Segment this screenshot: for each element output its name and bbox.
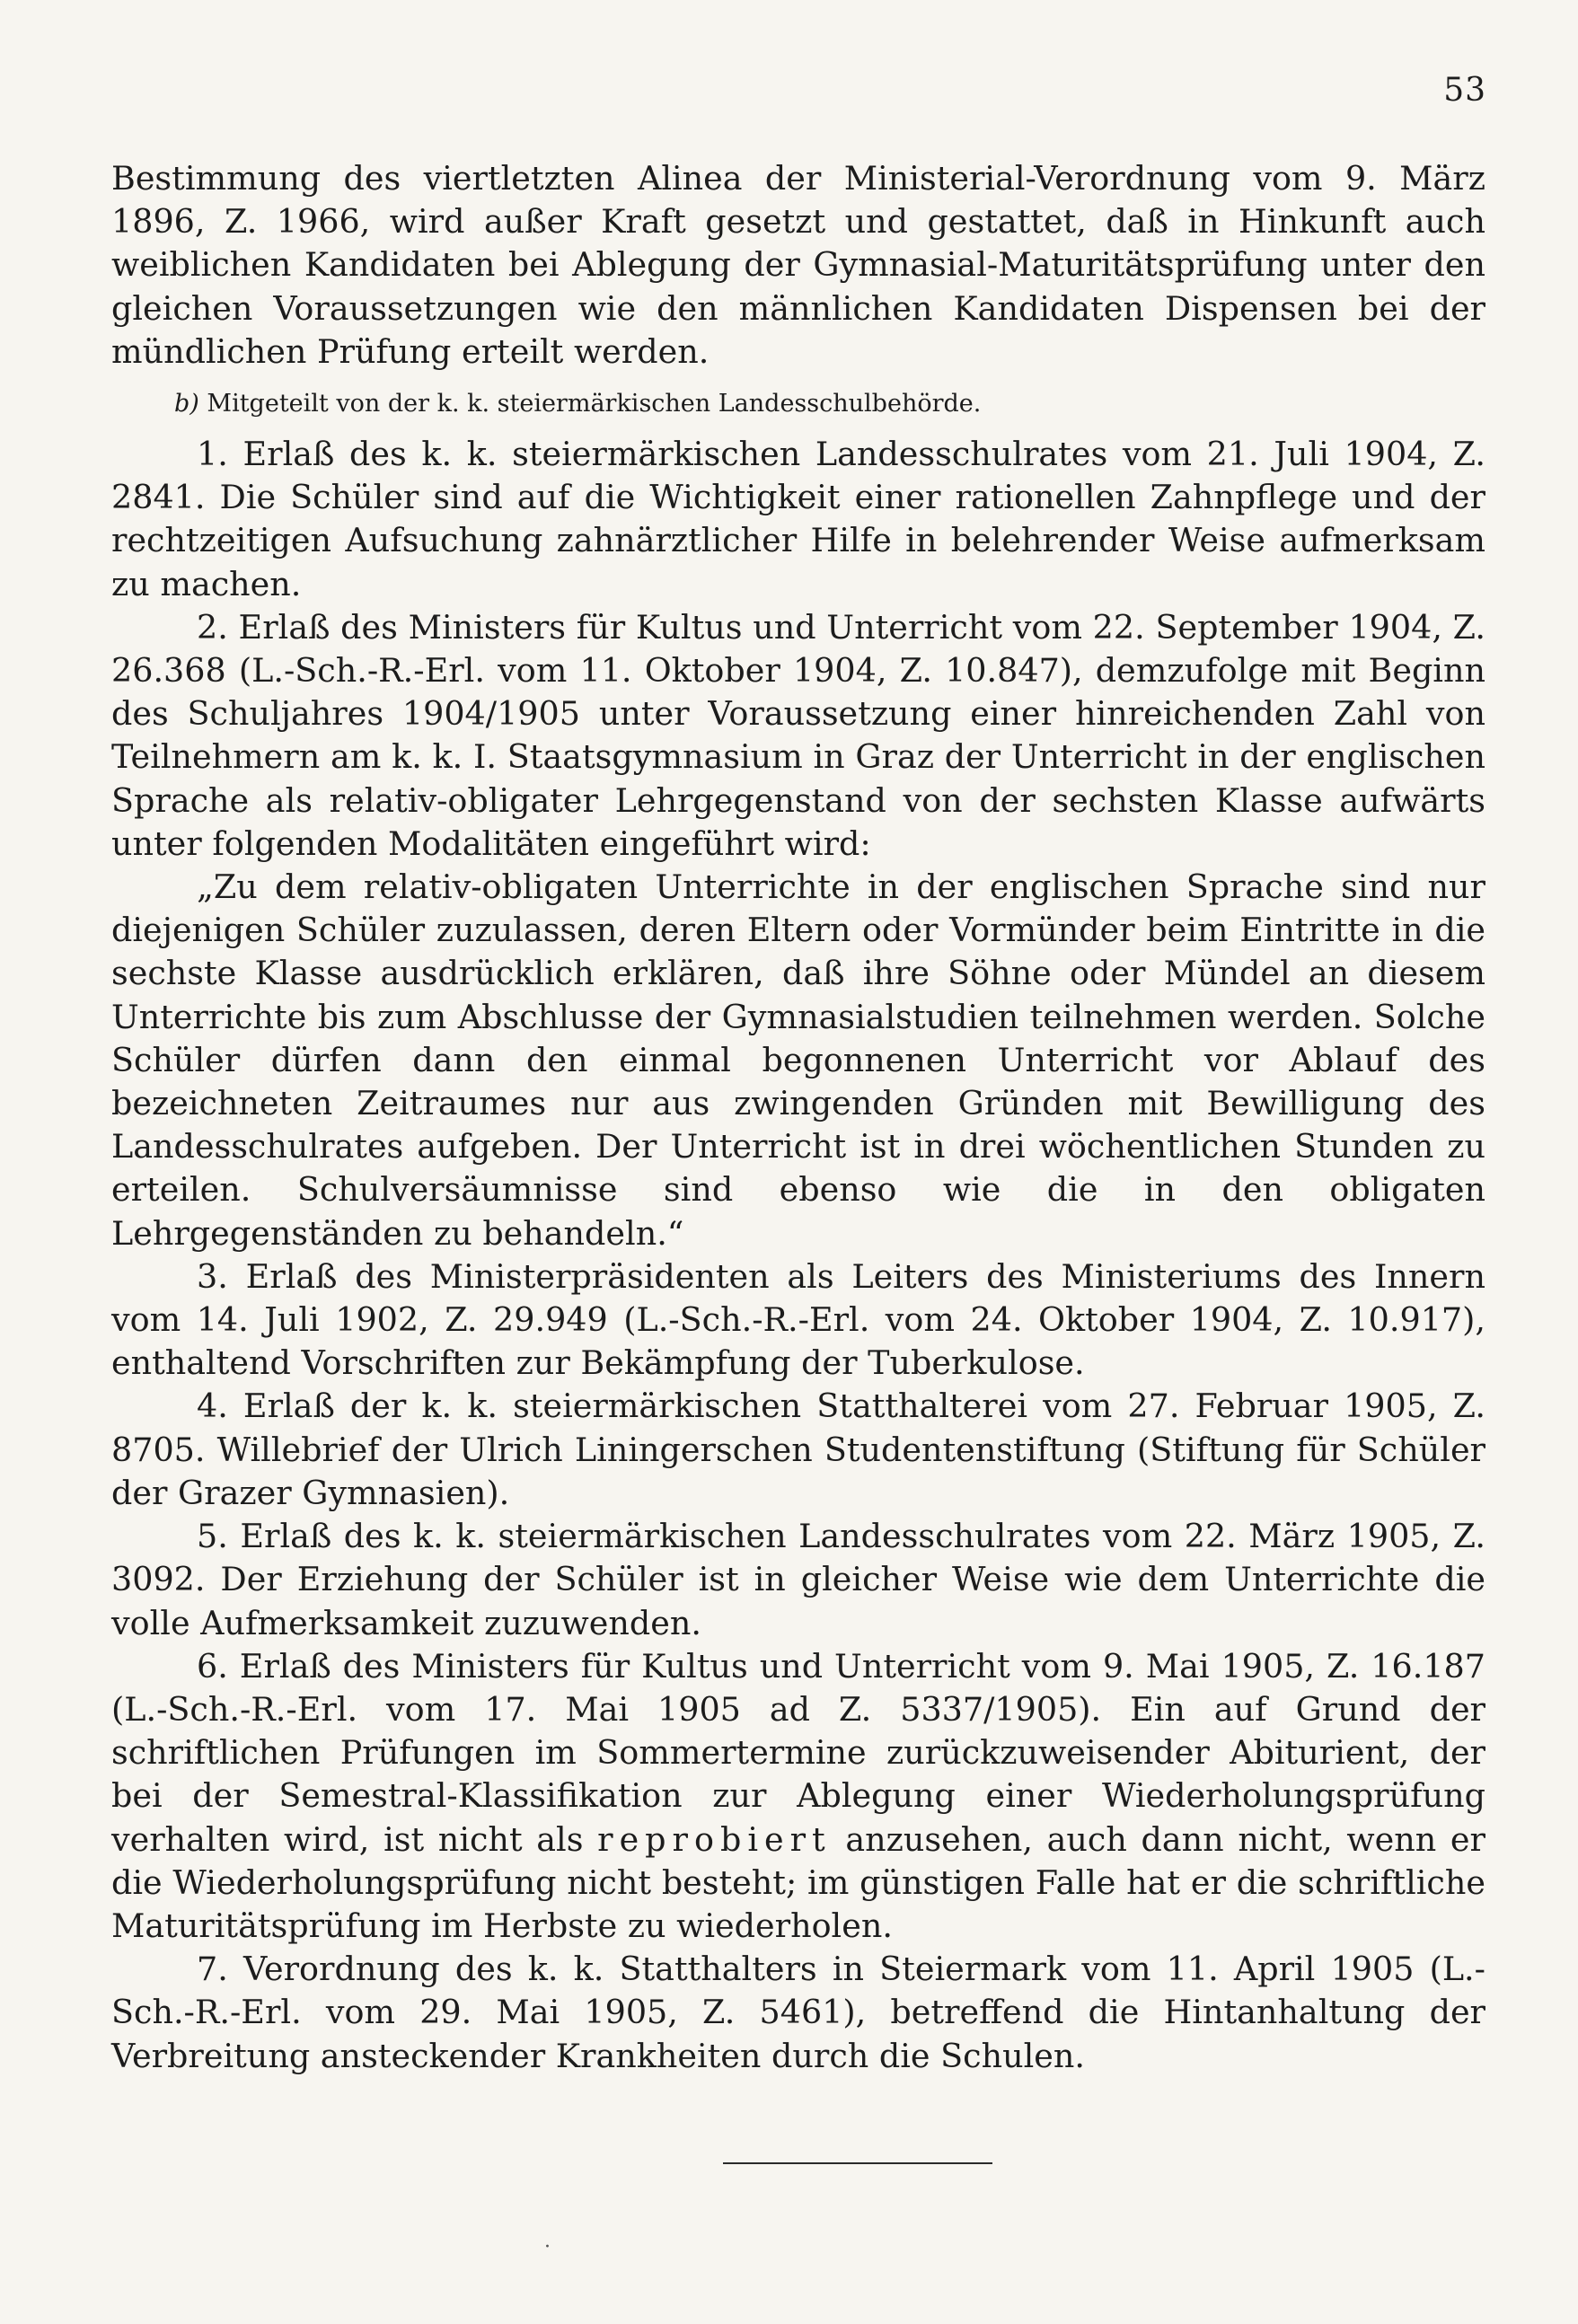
decree-quote: „Zu dem relativ-obligaten Unterrichte in der englischen Sprache sind nur diejenigen Schüler zuzulassen, deren Eltern oder Vormünder beim Eintritte in die sechste Klasse ausdrücklich erklären, daß ihre Söhne oder Mündel an diesem Unterrichte bis zum Abschlusse der Gymnasialstudien teilnehmen werden. Solche Schüler dürfen dann den einmal begonnenen Unterricht vor Ablauf des bezeichneten Zeitraumes nur aus zwingenden Gründen mit Bewilligung des Landesschulrates aufgeben. Der Unterricht ist in drei wöchentlichen Stunden zu erteilen. Schulversäumnisse sind ebenso wie die in den obligaten Lehrgegenständen zu behandeln.“ [111,867,1485,1253]
decree-item-2: 2. Erlaß des Ministers für Kultus und Unterricht vom 22. September 1904, Z. 26.368 (L.-Sch.-R.-Erl. vom 11. Oktober 1904, Z. 10.847), demzufolge mit Beginn des Schuljahres 1904/1905 unter Voraussetzung einer hinreichenden Zahl von Teilnehmern am k. k. I. Staatsgymnasium in Graz der Unterricht in der englischen Sprache als relativ-obligater Lehrgegenstand von der sechsten Klasse aufwärts unter folgenden Modalitäten eingeführt wird: [111,607,1485,863]
decree-item-3: 3. Erlaß des Ministerpräsidenten als Leiters des Ministeriums des Innern vom 14. Juli 1902, Z. 29.949 (L.-Sch.-R.-Erl. vom 24. Oktober 1904, Z. 10.917), enthaltend Vorschriften zur Bekämpfung der Tuberkulose. [111,1256,1485,1383]
footnote-rule [723,2162,992,2164]
decree-item-4: 4. Erlaß der k. k. steiermärkischen Statthalterei vom 27. Februar 1905, Z. 8705. Willebrief der Ulrich Liningerschen Studentenstiftung (Stiftung für Schüler der Grazer Gymnasien). [111,1386,1485,1512]
decree-item-5: 5. Erlaß des k. k. steiermärkischen Landesschulrates vom 22. März 1905, Z. 3092. Der Erziehung der Schüler ist in gleicher Weise wie dem Unterrichte die volle Aufmerksamkeit zuzuwenden. [111,1517,1485,1642]
subheading-label: b) [174,390,199,418]
decree-item-6 [111,1645,1485,1948]
page-number: 53 [1443,72,1486,109]
footer-mark: · [544,2236,551,2258]
decree-item-7: 7. Verordnung des k. k. Statthalters in Steiermark vom 11. April 1905 (L.-Sch.-R.-Erl. vom 29. Mai 1905, Z. 5461), betreffend die Hintanhaltung der Verbreitung ansteckender Krankheiten durch die Schulen. [111,1950,1485,2075]
paragraph-continuation: Bestimmung des viertletzten Alinea der Ministerial-Verordnung vom 9. März 1896, Z. 1966, wird außer Kraft gesetzt und gestattet, daß in Hinkunft auch weiblichen Kandidaten bei Ablegung der Gymnasial-Maturitätsprüfung unter den gleichen Voraussetzungen wie den männlichen Kandidaten Dispensen bei der mündlichen Prüfung erteilt werden. [111,159,1485,371]
decree-item-6-text-a: 6. Erlaß des Ministers für Kultus und Unterricht vom 9. Mai 1905, Z. 16.187 (L.-Sch.-R.-Erl. vom 17. Mai 1905 ad Z. 5337/1905). Ein auf Grund der schriftlichen Prüfungen im Sommertermine zurückzuweisender Abiturient, der bei der Semestral-Klassifikation zur Ablegung einer Wiederholungsprüfung verhalten wird, ist nicht als [111,1646,1485,1859]
section-subheading [111,386,1485,422]
decree-item-6-text-b: anzusehen, auch dann nicht, wenn er die Wiederholungsprüfung nicht besteht; im günstigen Falle hat er die schriftliche Maturitätsprüfung im Herbste zu wiederholen. [111,1819,1485,1945]
subheading-text: Mitgeteilt von der k. k. steiermärkischen Landesschulbehörde. [207,390,982,418]
decree-item-1: 1. Erlaß des k. k. steiermärkischen Landesschulrates vom 21. Juli 1904, Z. 2841. Die Schüler sind auf die Wichtigkeit einer rationellen Zahnpflege und der rechtzeitigen Aufsuchung zahnärztlicher Hilfe in belehrender Weise aufmerksam zu machen. [111,435,1485,603]
body-text [111,157,1485,2078]
decree-item-6-emphasis: reprobiert [597,1819,832,1859]
